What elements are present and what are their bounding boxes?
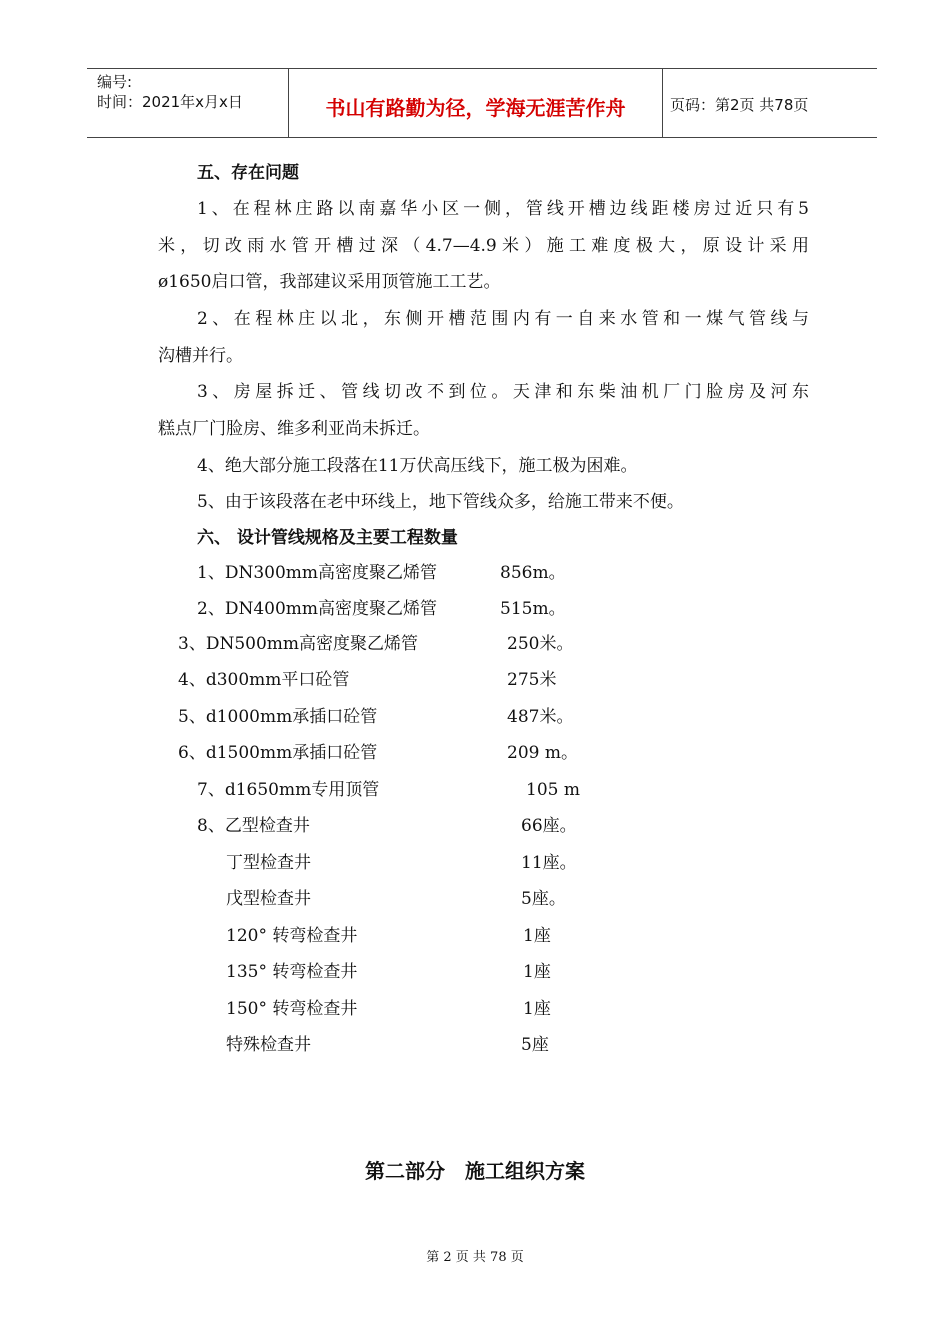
quantity-item-value: 1座 — [523, 962, 551, 982]
paragraph-line: 3、房屋拆迁、管线切改不到位。天津和东柴油机厂门脸房及河东 — [197, 382, 809, 402]
quantity-item-name: 150° 转弯检查井 — [226, 999, 358, 1019]
quantity-item-value: 209 m。 — [507, 743, 578, 763]
quantity-item-name: 4、d300mm平口砼管 — [178, 670, 350, 690]
quantity-item-value: 275米 — [507, 670, 557, 690]
quantity-item-name: 戊型检查井 — [226, 889, 311, 909]
paragraph-line: 4、绝大部分施工段落在11万伏高压线下，施工极为困难。 — [197, 456, 638, 476]
header-page-info: 页码：第2页 共78页 — [670, 96, 809, 114]
section-title-quantities: 六、 设计管线规格及主要工程数量 — [197, 528, 458, 548]
paragraph-line: 2、在程林庄以北，东侧开槽范围内有一自来水管和一煤气管线与 — [197, 309, 809, 329]
quantity-item-name: 6、d1500mm承插口砼管 — [178, 743, 378, 763]
header-meta-cell — [87, 69, 288, 137]
quantity-item-name: 5、d1000mm承插口砼管 — [178, 707, 378, 727]
header-page-cell — [662, 69, 877, 137]
quantity-item-name: 3、DN500mm高密度聚乙烯管 — [178, 634, 419, 654]
quantity-item-value: 1座 — [523, 926, 551, 946]
quantity-item-value: 487米。 — [507, 707, 574, 727]
paragraph-line: 5、由于该段落在老中环线上，地下管线众多，给施工带来不便。 — [197, 492, 684, 512]
quantity-item-value: 5座 — [521, 1035, 549, 1055]
quantity-item-name: 135° 转弯检查井 — [226, 962, 358, 982]
page-footer: 第 2 页 共 78 页 — [426, 1250, 524, 1265]
quantity-item-value: 856m。 — [500, 563, 566, 583]
paragraph-line: 糕点厂门脸房、维多利亚尚未拆迁。 — [158, 419, 430, 439]
quantity-item-name: 120° 转弯检查井 — [226, 926, 358, 946]
quantity-item-value: 11座。 — [521, 853, 577, 873]
paragraph-line: 沟槽并行。 — [158, 346, 243, 366]
paragraph-line: 米，切改雨水管开槽过深（4.7—4.9米）施工难度极大，原设计采用 — [158, 236, 809, 256]
header-motto-cell — [288, 69, 663, 137]
quantity-item-value: 250米。 — [507, 634, 574, 654]
quantity-item-value: 515m。 — [500, 599, 566, 619]
document-time-label: 时间：2021年x月x日 — [97, 93, 243, 111]
section-title-problems: 五、存在问题 — [197, 163, 299, 183]
page-header — [87, 68, 877, 138]
part-two-title: 第二部分 施工组织方案 — [365, 1159, 585, 1183]
quantity-item-value: 105 m — [526, 780, 580, 800]
paragraph-line: 1、在程林庄路以南嘉华小区一侧，管线开槽边线距楼房过近只有5 — [197, 199, 809, 219]
quantity-item-name: 1、DN300mm高密度聚乙烯管 — [197, 563, 438, 583]
quantity-item-name: 丁型检查井 — [226, 853, 311, 873]
paragraph-line: ø1650启口管，我部建议采用顶管施工工艺。 — [158, 272, 501, 292]
document-number-label: 编号: — [97, 73, 133, 91]
quantity-item-value: 5座。 — [521, 889, 566, 909]
header-motto: 书山有路勤为径，学海无涯苦作舟 — [325, 96, 626, 120]
quantity-item-name: 特殊检查井 — [226, 1035, 311, 1055]
quantity-item-value: 1座 — [523, 999, 551, 1019]
quantity-item-name: 8、乙型检查井 — [197, 816, 310, 836]
quantity-item-value: 66座。 — [521, 816, 577, 836]
quantity-item-name: 2、DN400mm高密度聚乙烯管 — [197, 599, 438, 619]
quantity-item-name: 7、d1650mm专用顶管 — [197, 780, 380, 800]
